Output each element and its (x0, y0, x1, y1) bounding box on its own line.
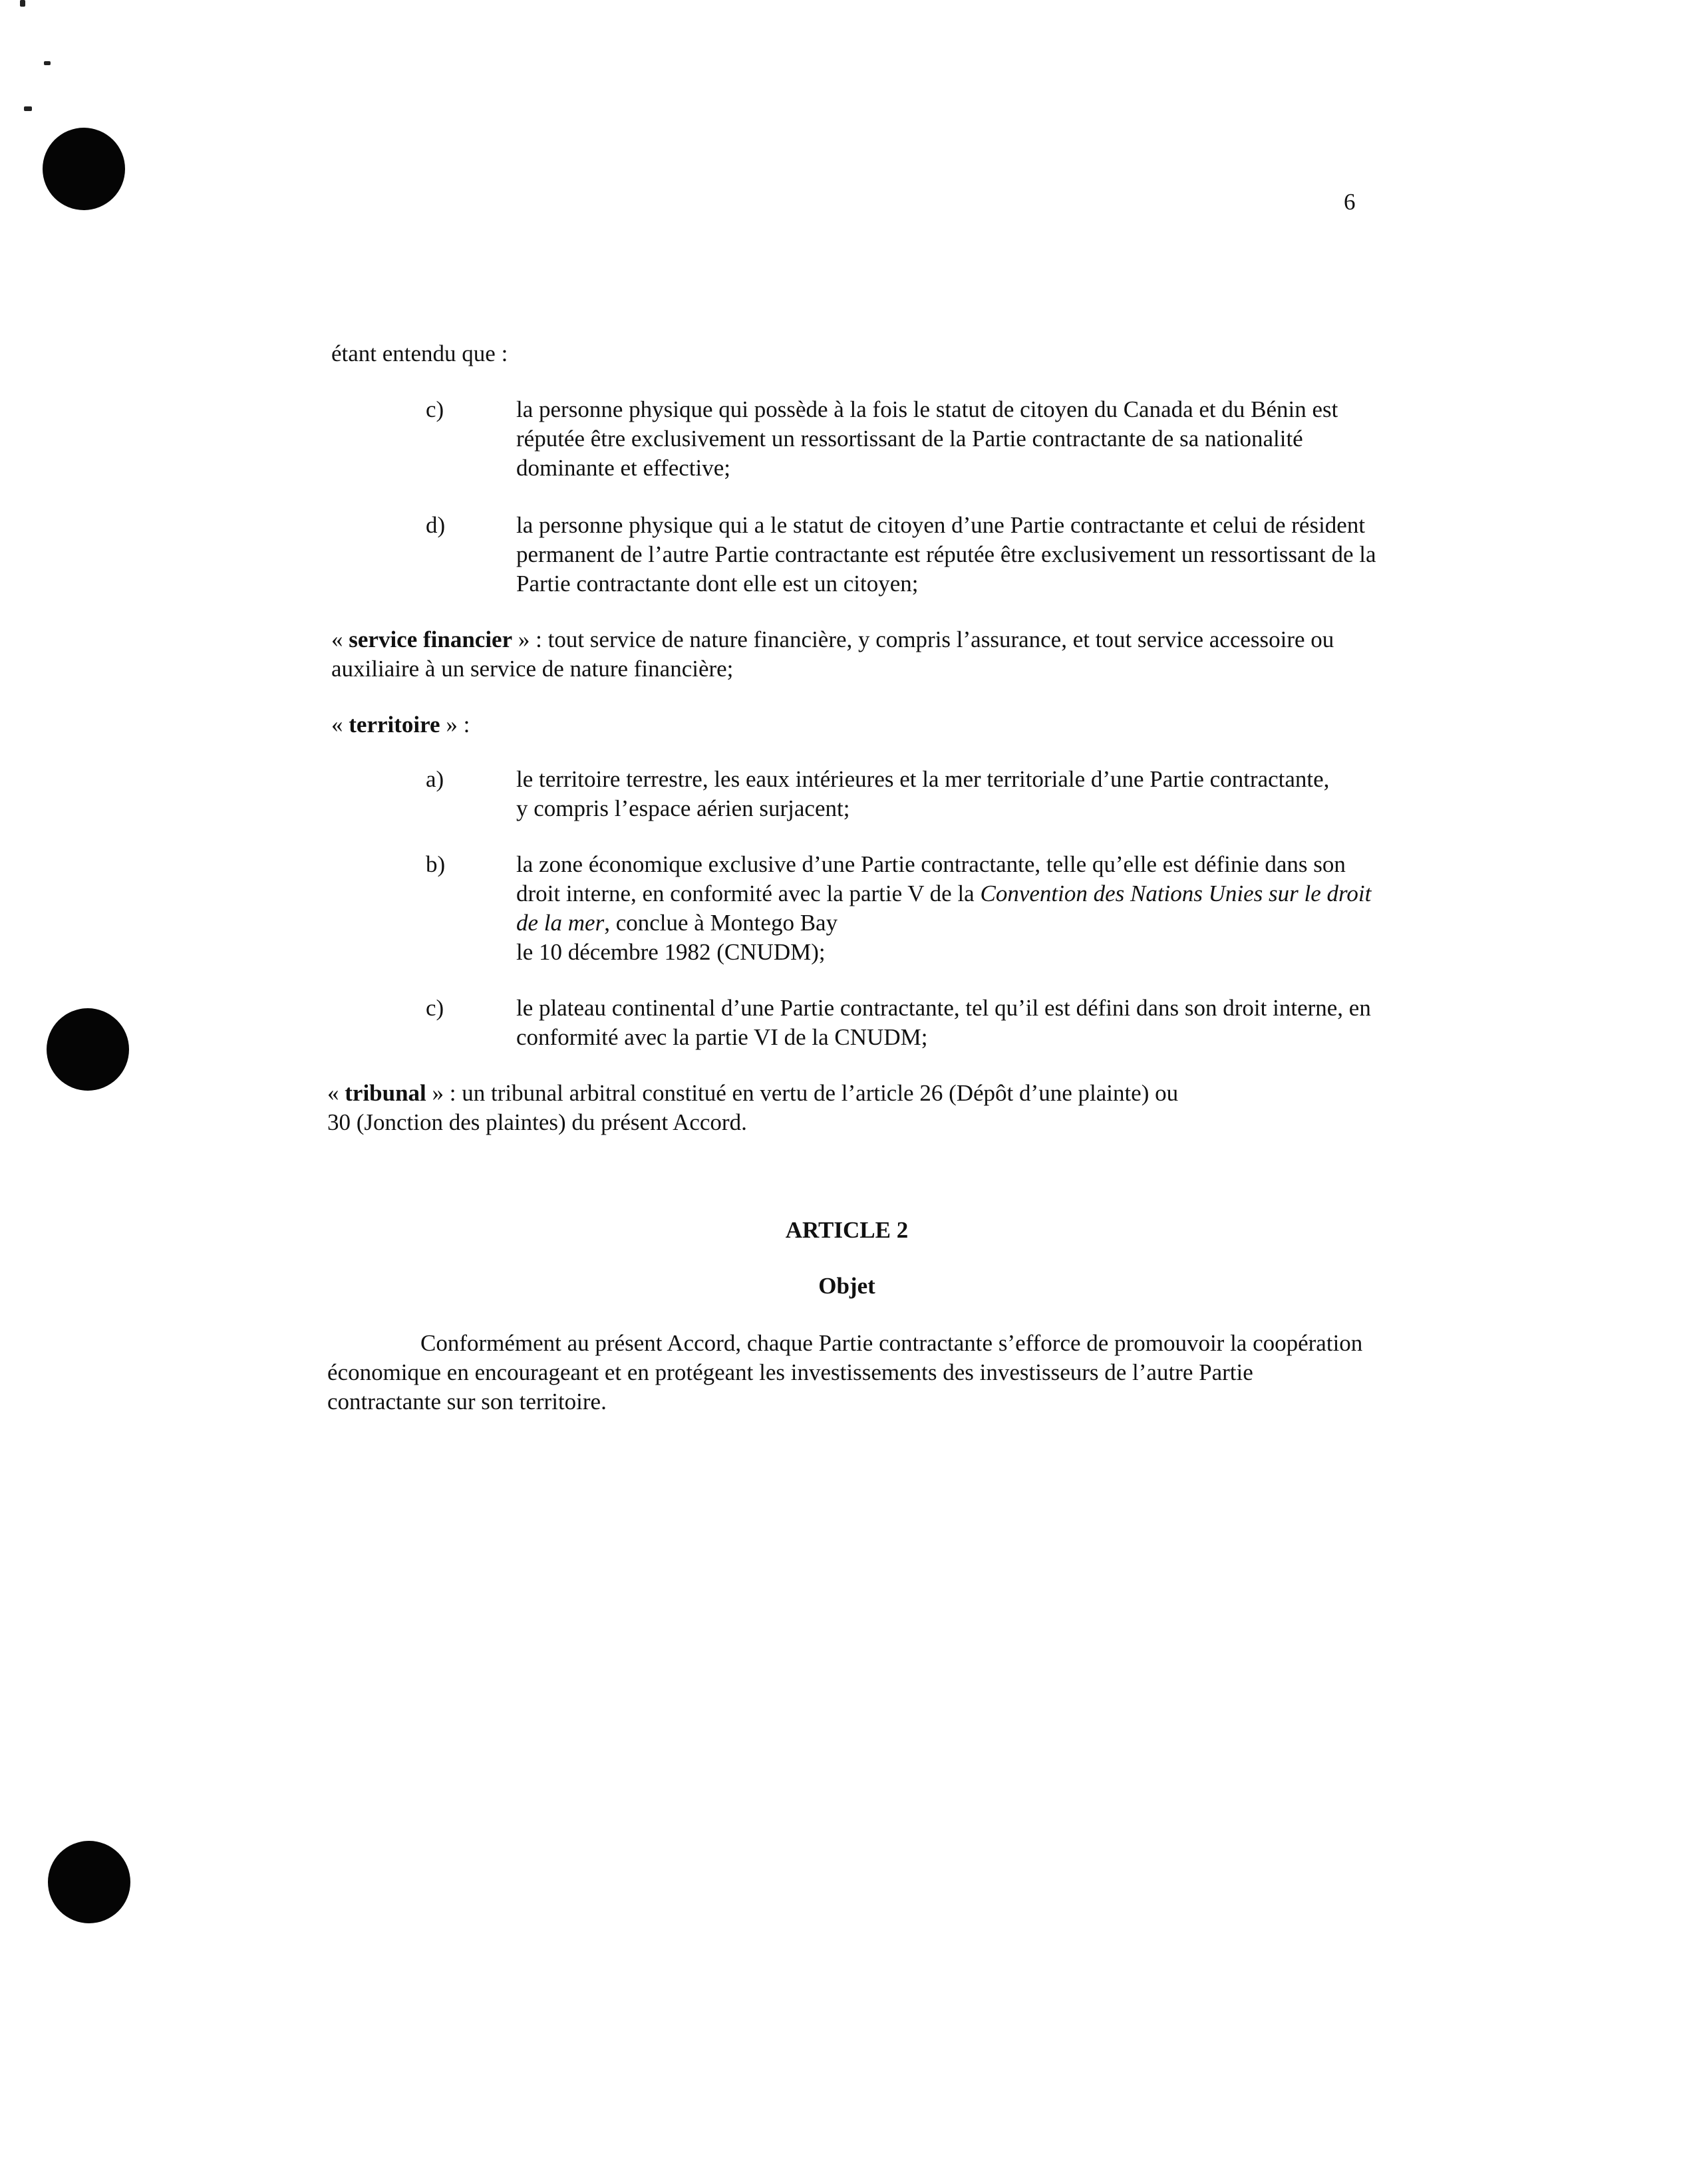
list-item-text: le plateau continental d’une Partie contractante, tel qu’il est défini dans son droit interne, en conformité avec la partie VI de la CNUDM; (516, 995, 1371, 1050)
article-heading-text: ARTICLE 2 (785, 1217, 909, 1243)
article-body: Conformément au présent Accord, chaque Partie contractante s’efforce de promouvoir la coopération économique en encourageant et en protégeant les investissements des investisseurs de l’autre Partie contractante sur son territoire. (327, 1330, 1363, 1415)
item-text-part: la zone économique exclusive d’une Partie contractante, telle qu’elle est définie dans son droit interne, en conformité avec la partie V de la (516, 851, 1346, 906)
list-item-text: le territoire terrestre, les eaux intérieures et la mer territoriale d’une Partie contractante, y compris l’espace aérien surjacent; (516, 766, 1330, 821)
quote-open: « (331, 712, 349, 738)
definition-text: » : tout service de nature financière, y compris l’assurance, et tout service accessoire ou auxiliaire à un service de nature financière; (331, 626, 1334, 682)
definition-text: 30 (Jonction des plaintes) du présent Accord. (327, 1109, 747, 1135)
item-text-part: le 10 décembre 1982 (CNUDM); (516, 939, 826, 965)
defined-term: service financier (349, 626, 513, 652)
quote-open: « (327, 1080, 345, 1106)
list-item-label: b) (426, 851, 446, 877)
definition-service-financier (331, 625, 1369, 684)
definition-tribunal (327, 1079, 1378, 1137)
defined-term: tribunal (345, 1080, 426, 1106)
definition-text: » : (440, 712, 470, 738)
list-item-label: c) (426, 995, 444, 1021)
definition-territoire (331, 710, 470, 740)
scan-speck (24, 106, 32, 111)
list-item-text: la personne physique qui possède à la fois le statut de citoyen du Canada et du Bénin est réputée être exclusivement un ressortissant de la Partie contractante de sa nationalité dominante et effective; (516, 396, 1338, 481)
punch-hole (47, 1008, 129, 1091)
defined-term: territoire (349, 712, 440, 738)
scan-speck (44, 61, 51, 65)
quote-open: « (331, 626, 349, 652)
list-item-label: d) (426, 512, 446, 538)
definition-text: » : un tribunal arbitral constitué en vertu de l’article 26 (Dépôt d’une plainte) ou (426, 1080, 1179, 1106)
convention-title: Convention des Nations Unies sur le droit de la mer (516, 881, 1372, 936)
article-subheading-text: Objet (818, 1273, 875, 1299)
list-item-text (516, 850, 1374, 967)
article-heading (0, 1217, 1691, 1244)
article-subheading (0, 1273, 1691, 1299)
punch-hole (48, 1841, 130, 1923)
intro-line: étant entendu que : (331, 341, 508, 366)
page-number: 6 (1344, 189, 1356, 215)
list-item-label: a) (426, 766, 444, 792)
list-item-text: la personne physique qui a le statut de citoyen d’une Partie contractante et celui de résident permanent de l’autre Partie contractante est réputée être exclusivement un ressortissant de la Partie contractante dont elle est un citoyen; (516, 512, 1376, 597)
punch-hole (43, 128, 125, 210)
item-text-part: , conclue à Montego Bay (604, 910, 838, 936)
scan-speck (20, 0, 25, 7)
list-item-label: c) (426, 396, 444, 422)
